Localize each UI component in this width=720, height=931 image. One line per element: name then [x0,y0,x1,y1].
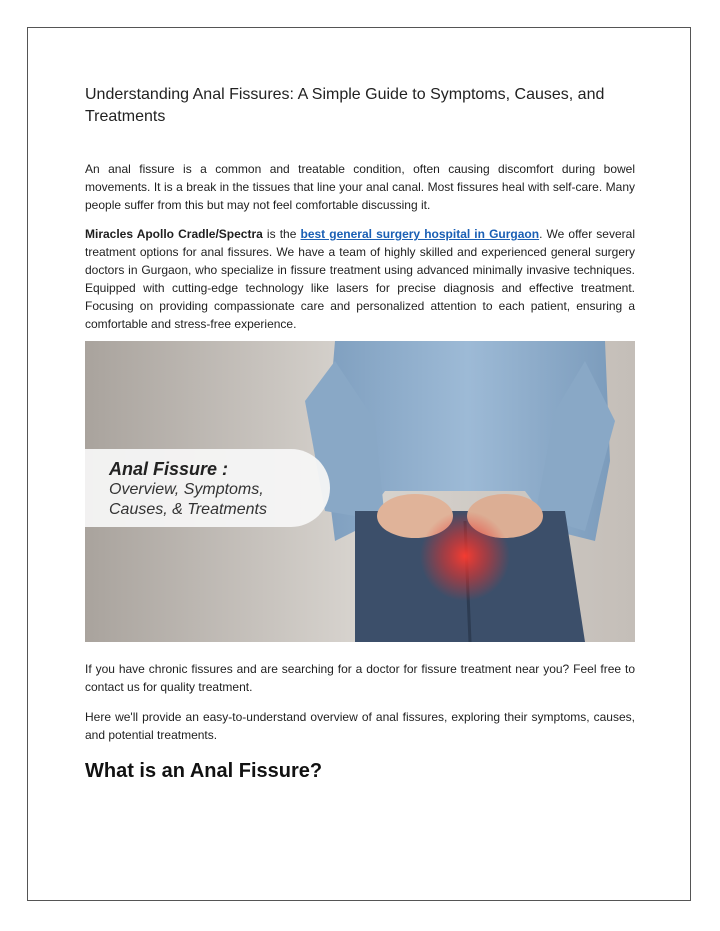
overlay-subtitle-line1: Overview, Symptoms, [109,481,264,498]
hero-image [85,341,635,642]
image-overlay-label [85,449,330,527]
hospital-name: Miracles Apollo Cradle/Spectra [85,227,263,241]
overlay-subtitle-line2: Causes, & Treatments [109,501,267,518]
intro-paragraph: An anal fissure is a common and treatable condition, often causing discomfort during bowel movements. It is a break in the tissues that line your anal canal. Most fissures heal with self-care. Many people suffer from this but may not feel comfortable discussing it. [85,162,635,212]
hospital-paragraph [85,225,635,333]
hospital-rest-text: . We offer several treatment options for anal fissures. We have a team of highly skilled and experienced general surgery doctors in Gurgaon, who specialize in fissure treatment using advanced minimally invasive techniques. Equipped with cutting-edge technology like lasers for precise diagnosis and effective treatment. Focusing on providing compassionate care and personalized attention to each patient, ensuring a comfortable and stress-free experience. [85,227,635,331]
overlay-title: Anal Fissure : [109,459,229,479]
hospital-mid-text: is the [262,227,301,241]
best-surgery-hospital-link[interactable]: best general surgery hospital in Gurgaon [300,227,540,241]
contact-paragraph: If you have chronic fissures and are searching for a doctor for fissure treatment near you? Feel free to contact us for quality treatment. [85,662,635,694]
overview-paragraph: Here we'll provide an easy-to-understand overview of anal fissures, exploring their symptoms, causes, and potential treatments. [85,710,635,742]
document-title: Understanding Anal Fissures: A Simple Guide to Symptoms, Causes, and Treatments [85,86,605,125]
section-heading: What is an Anal Fissure? [85,760,323,782]
